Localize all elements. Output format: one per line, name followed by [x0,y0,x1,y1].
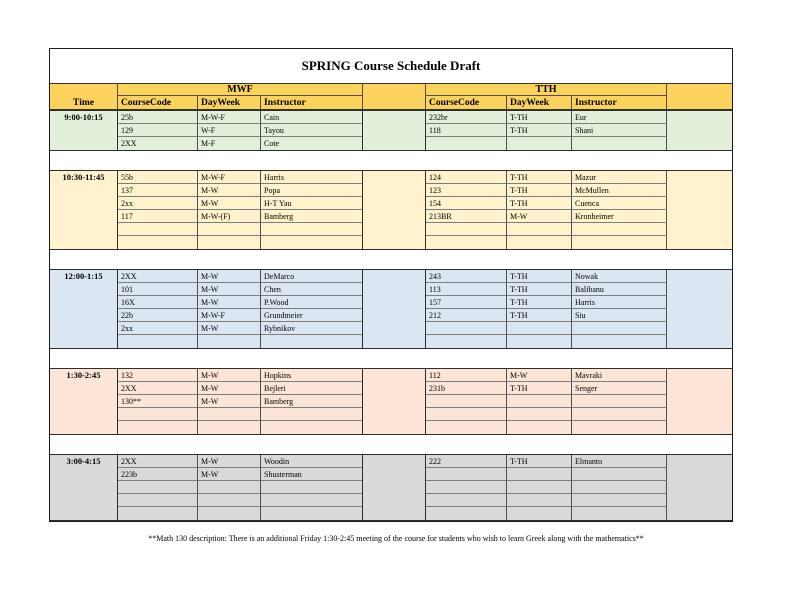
tth-course-code-cell: 232br [426,111,507,124]
mwf-day-week-cell [198,236,261,249]
time-range-label: 10:30-11:45 [50,171,118,249]
tth-instructor-cell [572,236,667,249]
mwf-day-week-cell: M-W [198,296,261,309]
mwf-instructor-cell: P.Wood [261,296,363,309]
tth-instructor-cell [572,507,667,520]
mwf-instructor-cell: Harris [261,171,363,184]
tth-day-week-cell: M-W [507,369,572,382]
tth-day-week-cell [507,408,572,421]
spacer-cell [362,111,426,150]
tth-course-code-cell: 113 [426,283,507,296]
time-column-header: Time [50,84,118,109]
time-range-label: 9:00-10:15 [50,111,118,150]
tth-instructor-cell [572,322,667,335]
mwf-group-header: MWF [118,84,363,96]
tth-day-week-cell [507,395,572,408]
schedule-body [50,110,732,521]
mwf-day-week-cell: M-W [198,369,261,382]
mwf-course-code-cell: 55b [118,171,198,184]
schedule-table [49,48,733,522]
mwf-day-week-cell: M-F [198,137,261,150]
mwf-instructor-cell: Popa [261,184,363,197]
tth-course-code-cell: 213BR [426,210,507,223]
mwf-day-week-cell [198,408,261,421]
mwf-course-code-cell: 22b [118,309,198,322]
footnote-text: **Math 130 description: There is an additional Friday 1:30-2:45 meeting of the course for students who wish to learn Greek along with the mathematics** [148,534,644,543]
tth-instructor-cell: Mazur [572,171,667,184]
spacer-cell [362,270,426,348]
mwf-instructor-cell: Cote [261,137,363,150]
tth-course-code-cell [426,507,507,520]
tth-instructor-cell: Senger [572,382,667,395]
mwf-day-week-cell [198,494,261,507]
tth-instructor-cell: McMullen [572,184,667,197]
mwf-course-code-cell: 2XX [118,137,198,150]
mwf-instructor-cell: Hopkins [261,369,363,382]
mwf-instructor-cell [261,421,363,434]
edge-cell [667,369,731,434]
mwf-instructor-cell: Cain [261,111,363,124]
mwf-instructor-cell: Shusterman [261,468,363,481]
mwf-instructor-cell: H-T Yau [261,197,363,210]
tth-instructor-cell: Mavraki [572,369,667,382]
mwf-instructor-cell [261,481,363,494]
tth-course-code-cell: 124 [426,171,507,184]
mwf-instructor-cell: Bejleri [261,382,363,395]
tth-instructor-cell: Cuenca [572,197,667,210]
tth-dayweek-header: DayWeek [507,96,572,109]
tth-instructor-cell: Siu [572,309,667,322]
mwf-coursecode-header: CourseCode [118,96,198,109]
mwf-course-code-cell: 2xx [118,322,198,335]
mwf-day-week-cell [198,421,261,434]
tth-course-code-cell [426,236,507,249]
mwf-instructor-cell: Bamberg [261,395,363,408]
tth-day-week-cell [507,322,572,335]
tth-day-week-cell: T-TH [507,124,572,137]
tth-instructor-cell: Harris [572,296,667,309]
tth-instructor-cell: Elmanto [572,455,667,468]
time-block-5 [50,454,732,521]
mwf-instructor-cell: Tayou [261,124,363,137]
tth-instructor-cell [572,494,667,507]
tth-course-code-cell [426,468,507,481]
mwf-instructor-cell: Chen [261,283,363,296]
gap-row [50,151,732,170]
header-band [50,83,732,110]
mwf-course-code-cell: 130** [118,395,198,408]
tth-course-code-cell [426,223,507,236]
mwf-day-week-cell [198,481,261,494]
tth-day-week-cell: T-TH [507,455,572,468]
time-range-label: 1:30-2:45 [50,369,118,434]
tth-day-week-cell [507,481,572,494]
tth-course-code-cell: 243 [426,270,507,283]
tth-instructor-header: Instructor [572,96,667,109]
spacer-cell [362,171,426,249]
tth-day-week-cell [507,468,572,481]
tth-course-code-cell: 112 [426,369,507,382]
tth-day-week-cell: T-TH [507,296,572,309]
mwf-course-code-cell: 16X [118,296,198,309]
tth-instructor-cell [572,468,667,481]
tth-instructor-cell [572,421,667,434]
tth-day-week-cell: T-TH [507,184,572,197]
mwf-day-week-cell: M-W-F [198,171,261,184]
tth-day-week-cell [507,507,572,520]
mwf-course-code-cell: 2XX [118,270,198,283]
tth-instructor-cell: Balibanu [572,283,667,296]
mwf-instructor-cell [261,223,363,236]
mwf-day-week-cell: M-W [198,270,261,283]
tth-course-code-cell [426,137,507,150]
tth-course-code-cell: 231b [426,382,507,395]
spacer-cell [362,455,426,520]
tth-instructor-cell [572,481,667,494]
time-block-1 [50,110,732,151]
gap-row [50,435,732,454]
gap-row [50,250,732,269]
header-edge-cell [667,84,731,109]
mwf-instructor-cell [261,494,363,507]
mwf-course-code-cell: 25b [118,111,198,124]
time-block-3 [50,269,732,349]
tth-day-week-cell: T-TH [507,283,572,296]
spacer-cell [362,369,426,434]
tth-day-week-cell [507,236,572,249]
mwf-course-code-cell: 2XX [118,455,198,468]
tth-day-week-cell: T-TH [507,171,572,184]
tth-day-week-cell [507,335,572,348]
tth-day-week-cell [507,421,572,434]
mwf-instructor-cell: Woodin [261,455,363,468]
mwf-course-code-cell: 223b [118,468,198,481]
mwf-instructor-cell: Bamberg [261,210,363,223]
mwf-day-week-cell: M-W [198,184,261,197]
mwf-day-week-cell: M-W-(F) [198,210,261,223]
tth-course-code-cell [426,408,507,421]
mwf-course-code-cell: 129 [118,124,198,137]
tth-course-code-cell [426,322,507,335]
mwf-course-code-cell: 117 [118,210,198,223]
tth-course-code-cell [426,421,507,434]
mwf-day-week-cell [198,335,261,348]
edge-cell [667,111,731,150]
tth-instructor-cell [572,223,667,236]
tth-course-code-cell: 222 [426,455,507,468]
mwf-day-week-cell: M-W-F [198,111,261,124]
mwf-course-code-cell [118,408,198,421]
tth-course-code-cell [426,481,507,494]
tth-instructor-cell [572,408,667,421]
tth-course-code-cell: 154 [426,197,507,210]
tth-course-code-cell: 157 [426,296,507,309]
mwf-course-code-cell [118,494,198,507]
mwf-day-week-cell [198,223,261,236]
tth-day-week-cell: M-W [507,210,572,223]
mwf-course-code-cell: 137 [118,184,198,197]
edge-cell [667,455,731,520]
mwf-course-code-cell [118,236,198,249]
tth-instructor-cell: Shani [572,124,667,137]
mwf-instructor-cell: Grundmeier [261,309,363,322]
tth-coursecode-header: CourseCode [426,96,507,109]
tth-day-week-cell: T-TH [507,309,572,322]
tth-day-week-cell: T-TH [507,197,572,210]
mwf-dayweek-header: DayWeek [198,96,261,109]
tth-course-code-cell [426,335,507,348]
gap-row [50,349,732,368]
mwf-course-code-cell: 101 [118,283,198,296]
mwf-course-code-cell [118,223,198,236]
tth-day-week-cell: T-TH [507,270,572,283]
mwf-course-code-cell: 132 [118,369,198,382]
tth-instructor-cell: Kronheimer [572,210,667,223]
tth-instructor-cell: Eur [572,111,667,124]
tth-course-code-cell: 123 [426,184,507,197]
mwf-instructor-header: Instructor [261,96,363,109]
mwf-course-code-cell: 2XX [118,382,198,395]
tth-group-header: TTH [426,84,667,96]
mwf-day-week-cell: M-W [198,197,261,210]
tth-instructor-cell: Nowak [572,270,667,283]
edge-cell [667,270,731,348]
mwf-course-code-cell [118,335,198,348]
edge-cell [667,171,731,249]
mwf-instructor-cell [261,236,363,249]
page-title: SPRING Course Schedule Draft [50,49,732,83]
tth-day-week-cell [507,137,572,150]
time-block-2 [50,170,732,250]
tth-instructor-cell [572,395,667,408]
tth-course-code-cell: 212 [426,309,507,322]
header-spacer-cell [363,84,426,109]
tth-course-code-cell [426,395,507,408]
tth-day-week-cell: T-TH [507,111,572,124]
mwf-course-code-cell [118,507,198,520]
tth-day-week-cell [507,494,572,507]
tth-day-week-cell: T-TH [507,382,572,395]
mwf-day-week-cell: W-F [198,124,261,137]
mwf-instructor-cell: DeMarco [261,270,363,283]
mwf-instructor-cell [261,335,363,348]
mwf-course-code-cell [118,421,198,434]
tth-day-week-cell [507,223,572,236]
time-range-label: 12:00-1:15 [50,270,118,348]
mwf-day-week-cell [198,507,261,520]
mwf-day-week-cell: M-W [198,382,261,395]
mwf-course-code-cell: 2xx [118,197,198,210]
mwf-instructor-cell [261,507,363,520]
time-block-4 [50,368,732,435]
mwf-day-week-cell: M-W [198,468,261,481]
tth-course-code-cell: 118 [426,124,507,137]
mwf-instructor-cell [261,408,363,421]
mwf-day-week-cell: M-W [198,455,261,468]
mwf-day-week-cell: M-W [198,322,261,335]
mwf-day-week-cell: M-W [198,395,261,408]
tth-course-code-cell [426,494,507,507]
mwf-day-week-cell: M-W-F [198,309,261,322]
mwf-instructor-cell: Rybnikov [261,322,363,335]
mwf-day-week-cell: M-W [198,283,261,296]
tth-instructor-cell [572,335,667,348]
mwf-course-code-cell [118,481,198,494]
time-range-label: 3:00-4:15 [50,455,118,520]
tth-instructor-cell [572,137,667,150]
